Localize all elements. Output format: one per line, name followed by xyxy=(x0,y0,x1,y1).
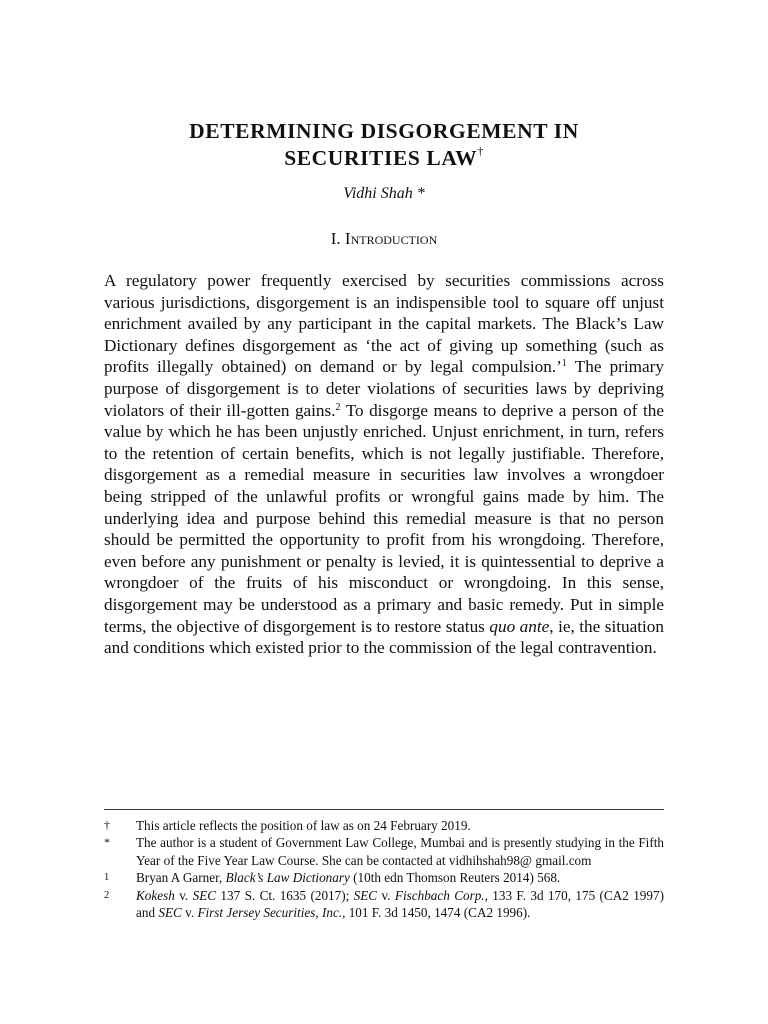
footnote-2-case-sec-1: SEC xyxy=(192,887,217,903)
footnote-dagger xyxy=(104,817,664,834)
footnote-dagger-text: This article reflects the position of law as on 24 February 2019. xyxy=(136,818,471,833)
footnote-1-part-c: (10th edn Thomson Reuters 2014) 568. xyxy=(349,870,561,886)
footnote-2-case-sec-2: SEC xyxy=(353,887,378,903)
footnote-ref-2[interactable]: 2 xyxy=(335,401,341,413)
body-text-1: A regulatory power frequently exercised by securities commissions across various jurisdictions, disgorgement is an indispensible tool to square off unjust enrichment availed by any participant in the capital markets. The Black’s Law Dictionary defines disgorgement as ‘the act of giving up something (such as profits illegally obtained) on demand or by legal compulsion.’ xyxy=(104,271,664,377)
body-paragraph xyxy=(104,270,664,659)
footnote-2-case-fischbach: Fischbach Corp. xyxy=(394,887,485,903)
title-line-2-text: SECURITIES LAW xyxy=(284,146,478,170)
footnote-ref-1[interactable]: 1 xyxy=(561,358,567,370)
section-number: I. xyxy=(330,229,341,248)
footnote-1-part-a: Bryan A Garner, xyxy=(136,870,226,886)
footnote-star-text: The author is a student of Government Law College, Mumbai and is presently studying in the Fifth Year of the Five Year Law Course. She can be contacted at vidhihshah98@ gmail.com xyxy=(136,835,664,868)
body-text-italic-quo-ante: quo ante xyxy=(489,616,550,636)
footnote-divider xyxy=(104,809,664,810)
footnote-2-case-sec-3: SEC xyxy=(158,905,182,921)
footnote-2-part-f: v. xyxy=(377,887,395,903)
section-heading xyxy=(104,229,664,249)
footnote-2-part-j: v. xyxy=(181,905,198,921)
footnote-1-mark: 1 xyxy=(104,872,110,884)
footnote-star xyxy=(104,834,664,869)
footnote-1 xyxy=(104,869,664,886)
footnote-2-part-b: v. xyxy=(174,887,193,903)
footnote-2-case-kokesh: Kokesh xyxy=(136,887,175,903)
body-text-3: To disgorge means to deprive a person of the value by which he has been unjustly enriched. Unjust enrichment, in turn, refers to the retention of certain benefits, which is not legally justifiable. Therefore, disgorgement as a remedial measure in securities law involves a wrongdoer being stripped of the unlawful profits or wrongful gains made by him. The underlying idea and purpose behind this remedial measure is that no person should be permitted the opportunity to profit from his wrongdoing. Therefore, even before any punishment or penalty is levied, it is quintessential to deprive a wrongdoer of the fruits of his misconduct or wrongdoing. In this sense, disgorgement may be understood as a primary and basic remedy. Put in simple terms, the objective of disgorgement is to restore status xyxy=(104,400,664,636)
body-text-2: The primary purpose of disgorgement is to deter violations of securities laws by depriving violators of their ill-gotten gains. xyxy=(104,357,664,420)
author-name: Vidhi Shah * xyxy=(343,185,425,202)
footnote-2-mark: 2 xyxy=(104,889,110,901)
footnote-star-mark: * xyxy=(104,835,110,850)
section-title: Introduction xyxy=(344,229,438,248)
footnote-2-case-first-jersey: First Jersey Securities, Inc. xyxy=(197,905,343,921)
footnotes xyxy=(104,817,664,921)
title-line-1: DETERMINING DISGORGEMENT IN xyxy=(189,119,579,143)
footnote-2-text xyxy=(136,887,664,922)
footnote-2-part-d: 137 S. Ct. 1635 (2017); xyxy=(216,887,354,903)
article-title xyxy=(104,118,664,172)
footnote-dagger-mark: † xyxy=(104,818,110,832)
title-line-2 xyxy=(104,145,664,172)
footnote-1-text xyxy=(136,869,664,886)
footnote-1-book-title: Black’s Law Dictionary xyxy=(225,870,350,886)
footnote-2 xyxy=(104,887,664,922)
title-dagger-mark: † xyxy=(477,144,484,158)
footnote-2-part-h: , 133 F. 3d 170, 175 (CA2 1997) and xyxy=(136,887,664,921)
body-text-5: , ie, the situation and conditions which existed prior to the commission of the legal contravention. xyxy=(104,616,664,658)
footnote-2-part-l: , 101 F. 3d 1450, 1474 (CA2 1996). xyxy=(342,905,531,921)
